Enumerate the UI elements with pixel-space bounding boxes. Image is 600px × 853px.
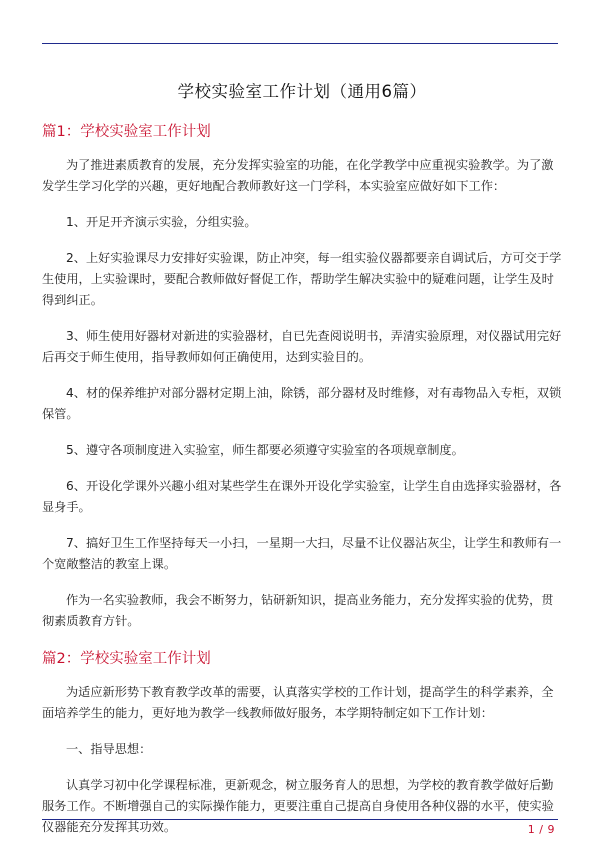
- paragraph: 为了推进素质教育的发展，充分发挥实验室的功能，在化学教学中应重视实验教学。为了激发学生学习化学的兴趣，更好地配合教师教好这一门学科，本实验室应做好如下工作：: [42, 158, 554, 193]
- paragraph: 4、材的保养维护对部分器材定期上油，除锈，部分器材及时维修，对有毒物品入专柜，双锁保管。: [42, 386, 562, 421]
- paragraph: 2、上好实验课尽力安排好实验课，防止冲突，每一组实验仪器都要亲自调试后，方可交于学生使用，上实验课时，要配合教师做好督促工作，帮助学生解决实验中的疑难问题，让学生及时得到纠正。: [42, 251, 562, 307]
- paragraph: 作为一名实验教师，我会不断努力，钻研新知识，提高业务能力，充分发挥实验的优势，贯彻素质教育方针。: [42, 593, 554, 628]
- section-heading-1: 篇1：学校实验室工作计划: [42, 124, 211, 140]
- paragraph: 1、开足开齐演示实验，分组实验。: [66, 215, 257, 229]
- header-rule: [42, 43, 558, 44]
- footer-rule: [42, 819, 558, 820]
- section-heading-2: 篇2：学校实验室工作计划: [42, 651, 211, 667]
- paragraph: 认真学习初中化学课程标准，更新观念，树立服务育人的思想，为学校的教育教学做好后勤服务工作。不断增强自己的实际操作能力，更要注重自己提高自身使用各种仪器的水平，使实验仪器能充分发挥其功效。: [42, 778, 554, 834]
- document-body: [42, 78, 562, 853]
- paragraph: 一、指导思想：: [66, 742, 152, 756]
- page-number: 1 / 9: [527, 823, 555, 836]
- paragraph: 5、遵守各项制度进入实验室，师生都要必须遵守实验室的各项规章制度。: [66, 443, 464, 457]
- paragraph: 3、师生使用好器材对新进的实验器材，自已先查阅说明书，弄清实验原理，对仪器试用完好后再交于师生使用，指导教师如何正确使用，达到实验目的。: [42, 329, 562, 364]
- paragraph: 7、搞好卫生工作坚持每天一小扫，一星期一大扫，尽量不让仪器沾灰尘，让学生和教师有一个宽敞整洁的教室上课。: [42, 536, 562, 571]
- document-title: 学校实验室工作计划（通用6篇）: [177, 82, 427, 101]
- paragraph: 为适应新形势下教育教学改革的需要，认真落实学校的工作计划，提高学生的科学素养，全面培养学生的能力，更好地为教学一线教师做好服务，本学期特制定如下工作计划：: [42, 685, 554, 720]
- paragraph: 6、开设化学课外兴趣小组对某些学生在课外开设化学实验室，让学生自由选择实验器材，各显身手。: [42, 479, 562, 514]
